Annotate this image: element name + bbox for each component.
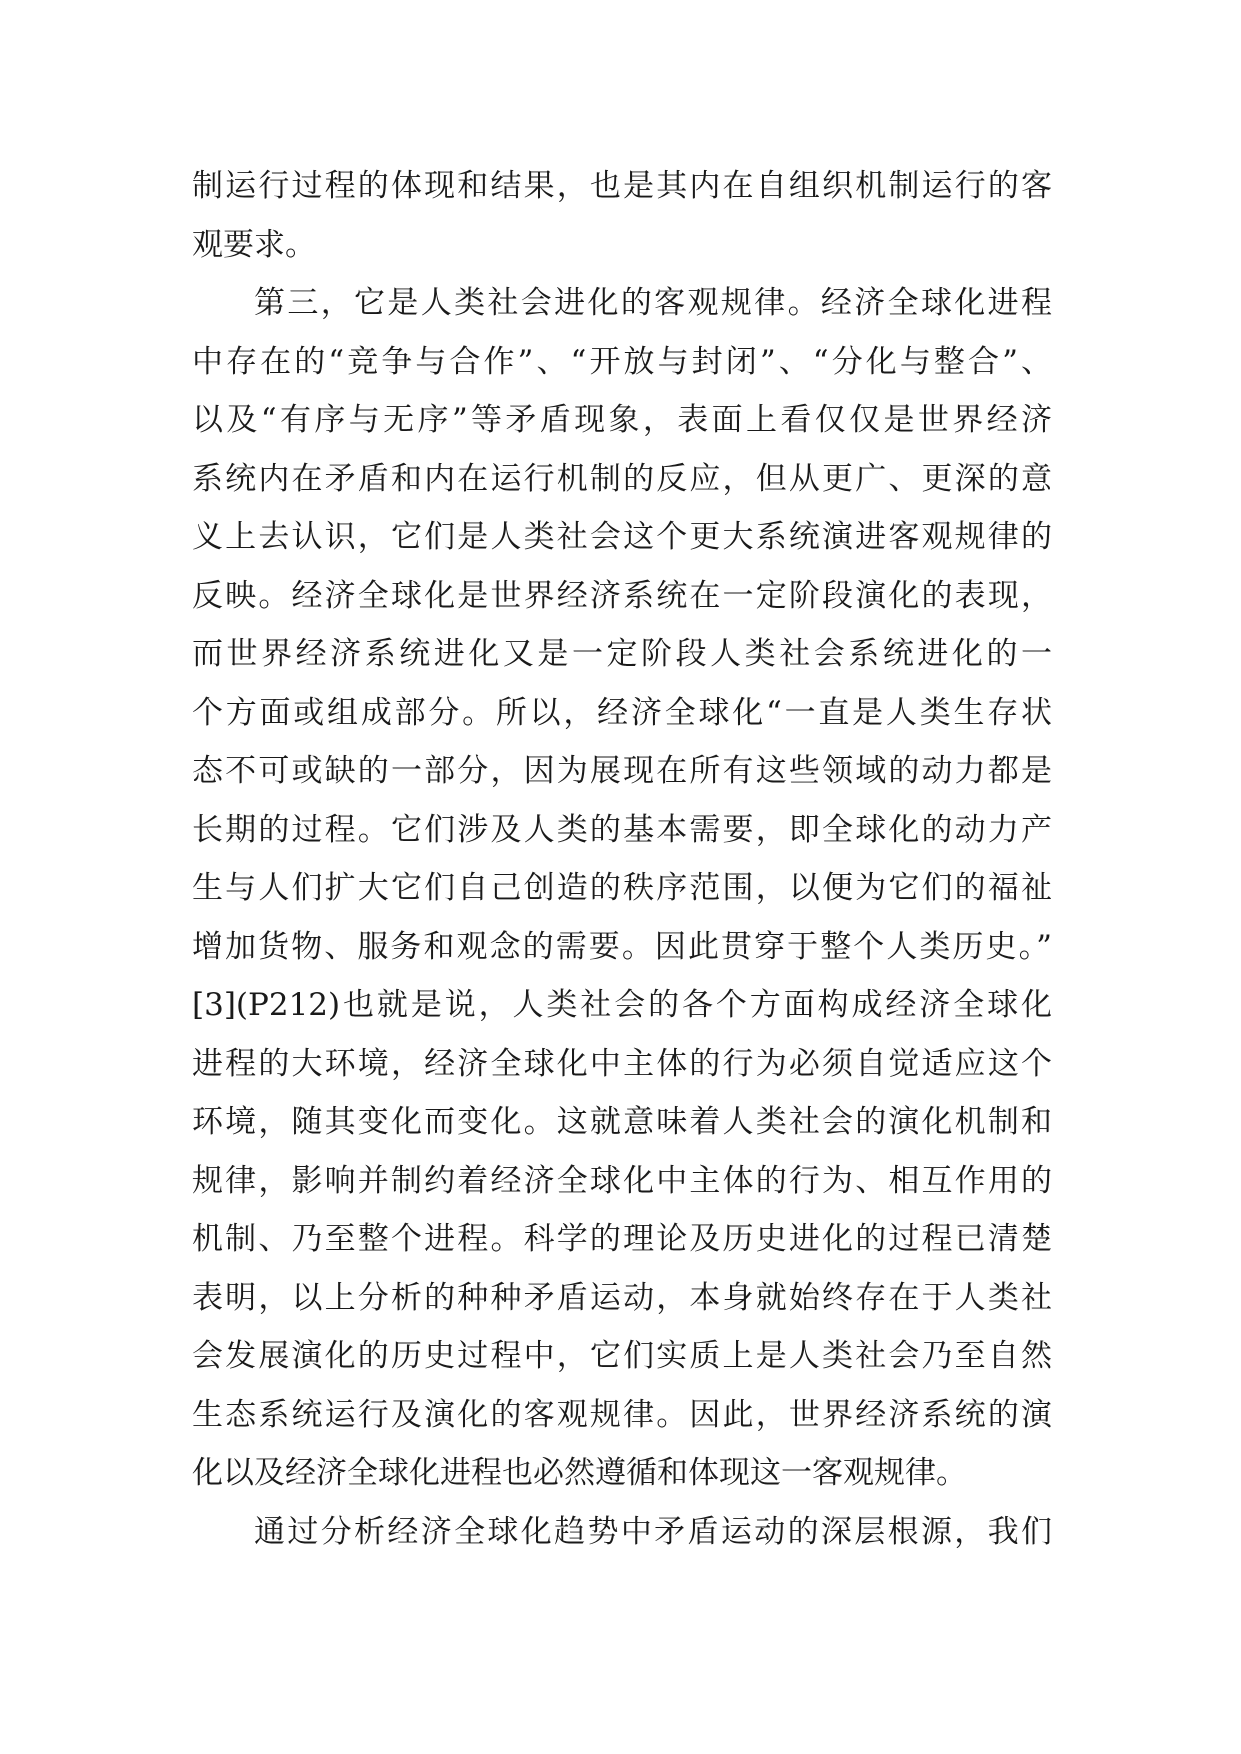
paragraph [192,1503,1052,1562]
paragraph [192,157,1052,274]
text-line: 而世界经济系统进化又是一定阶段人类社会系统进化的一 [192,636,1052,672]
text-line: 规律，影响并制约着经济全球化中主体的行为、相互作用的 [192,1162,1052,1199]
body-text [192,157,1052,1561]
text-line: 通过分析经济全球化趋势中矛盾运动的深层根源，我们 [254,1513,1052,1550]
text-line: 生与人们扩大它们自己创造的秩序范围，以便为它们的福祉 [192,870,1052,906]
text-line: 会发展演化的历史过程中，它们实质上是人类社会乃至自然 [192,1338,1052,1374]
text-line: 反映。经济全球化是世界经济系统在一定阶段演化的表现， [192,577,1052,614]
text-line: 进程的大环境，经济全球化中主体的行为必须自觉适应这个 [192,1045,1052,1082]
text-line: 增加货物、服务和观念的需要。因此贯穿于整个人类历史。” [192,928,1052,965]
text-line: 表明，以上分析的种种矛盾运动，本身就始终存在于人类社 [192,1279,1052,1316]
text-line: 机制、乃至整个进程。科学的理论及历史进化的过程已清楚 [192,1221,1052,1257]
paragraph [192,274,1052,1503]
text-line: 态不可或缺的一部分，因为展现在所有这些领域的动力都是 [192,753,1052,789]
text-line: 中存在的“竞争与合作”、“开放与封闭”、“分化与整合”、 [192,343,1052,380]
text-line: 义上去认识，它们是人类社会这个更大系统演进客观规律的 [192,519,1052,555]
text-line: 化以及经济全球化进程也必然遵循和体现这一客观规律。 [192,1455,967,1491]
text-line: 以及“有序与无序”等矛盾现象，表面上看仅仅是世界经济 [192,402,1052,438]
text-line: 环境，随其变化而变化。这就意味着人类社会的演化机制和 [192,1104,1052,1140]
text-line: 观要求。 [192,226,316,263]
text-line: 制运行过程的体现和结果，也是其内在自组织机制运行的客 [192,168,1052,204]
text-line: 长期的过程。它们涉及人类的基本需要，即全球化的动力产 [192,811,1052,848]
text-line: 第三，它是人类社会进化的客观规律。经济全球化进程 [254,285,1052,321]
text-line: 生态系统运行及演化的客观规律。因此，世界经济系统的演 [192,1396,1052,1433]
text-line: [3](P212)也就是说，人类社会的各个方面构成经济全球化 [192,987,1052,1023]
text-line: 个方面或组成部分。所以，经济全球化“一直是人类生存状 [192,694,1052,731]
text-line: 系统内在矛盾和内在运行机制的反应，但从更广、更深的意 [192,460,1052,497]
